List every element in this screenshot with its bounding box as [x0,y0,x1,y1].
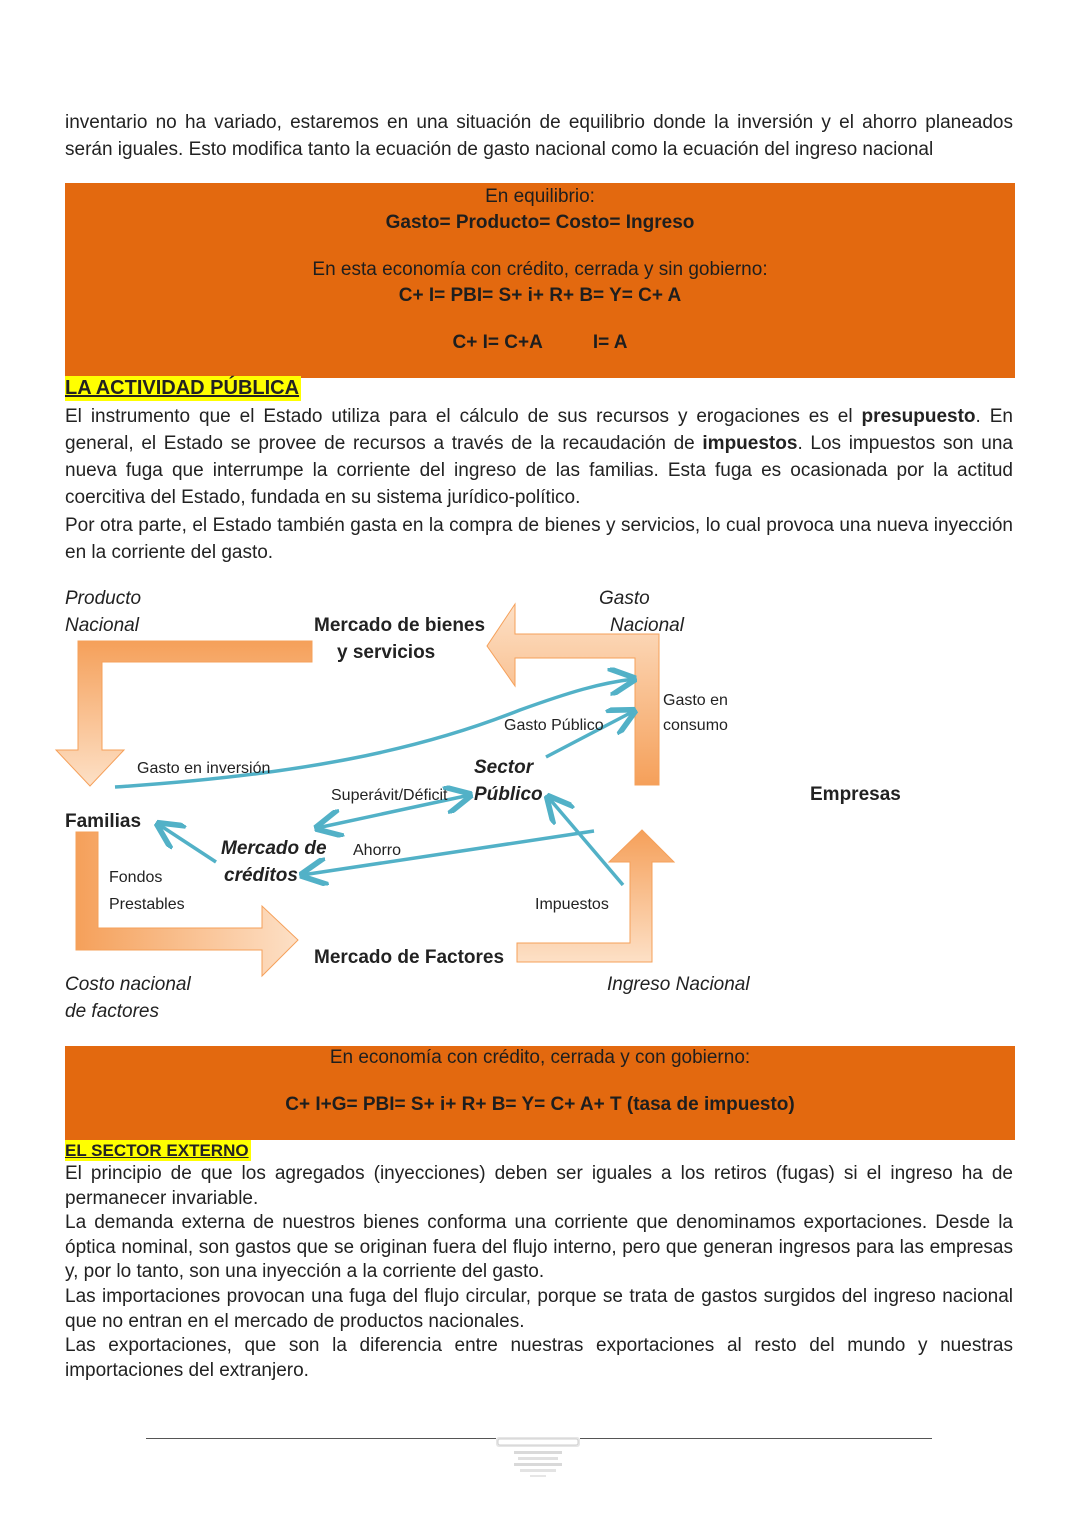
arrow-impuestos [548,797,623,885]
label-prestables: Prestables [109,896,185,913]
label-mercado-bienes: Mercado de bienes [314,615,486,636]
label-gasto: Gasto [599,588,650,609]
arrow-ahorro [302,831,594,875]
label-superavit-deficit: Superávit/Déficit [331,787,448,804]
label-familias: Familias [65,811,142,832]
box1-line3: En esta economía con crédito, cerrada y sin gobierno: [312,259,768,280]
keyword-presupuesto: presupuesto [861,406,976,427]
footer-divider-right [580,1438,932,1439]
box1-line5b: I= A [592,332,628,353]
footer-logo-icon [496,1434,580,1480]
intro-paragraph: inventario no ha variado, estaremos en una situación de equilibrio donde la inversión y el ahorro planeados serán iguales. Esto modifica tanto la ecuación de gasto nacional como la ecuación del ingreso nacional [65,112,1013,160]
sector-externo-paragraph-2: La demanda externa de nuestros bienes conforma una corriente que denominamos exportaciones. Desde la óptica nominal, son gastos que se originan fuera del flujo interno, pero que generan ingresos para las empresas y, por lo tanto, son una inyección a la corriente del gasto. [65,1212,1013,1282]
box2-line1: En economía con crédito, cerrada y con gobierno: [329,1047,751,1068]
label-ingreso-nacional: Ingreso Nacional [607,974,750,995]
label-mercado-factores: Mercado de Factores [314,947,505,968]
sector-externo-paragraph-3: Las importaciones provocan una fuga del flujo circular, porque se trata de gastos surgidos del ingreso nacional que no entran en el mercado de productos nacionales. [65,1286,1013,1332]
section-heading-actividad-publica: LA ACTIVIDAD PÚBLICA [65,377,300,399]
section-heading-sector-externo: EL SECTOR EXTERNO [65,1141,249,1160]
keyword-impuestos: impuestos [702,433,798,454]
label-publico: Público [474,784,543,805]
government-economy-box [65,1046,1015,1140]
label-empresas: Empresas [810,784,901,805]
box1-line1: En equilibrio: [485,186,595,207]
actividad-publica-paragraph-1: El instrumento que el Estado utiliza para el cálculo de sus recursos y erogaciones es el presupuesto. En general, el Estado se provee de recursos a través de la recaudación de impuestos. Los impuestos son una nueva fuga que interrumpe la corriente del ingreso de las familias. Esta fuga es ocasionada por la actitud coercitiva del Estado, fundada en su sistema jurídico-político. [65,406,1013,508]
actividad-publica-paragraph-2: Por otra parte, el Estado también gasta en la compra de bienes y servicios, lo cual provoca una nueva inyección en la corriente del gasto. [65,515,1013,563]
label-gasto-inversion: Gasto en inversión [137,760,271,777]
label-sector: Sector [474,757,534,778]
sector-externo-paragraph-4: Las exportaciones, que son la diferencia entre nuestras exportaciones al resto del mundo y nuestras importaciones del extranjero. [65,1335,1013,1381]
label-impuestos: Impuestos [535,896,609,913]
label-de-factores: de factores [65,1001,159,1022]
label-ahorro: Ahorro [353,842,402,859]
footer-divider-left [146,1438,496,1439]
label-gasto-en: Gasto en [663,692,728,709]
box1-line5a: C+ I= C+A [452,332,543,353]
label-costo-nacional: Costo nacional [65,974,191,995]
box1-line2: Gasto= Producto= Costo= Ingreso [385,212,695,233]
box2-line2: C+ I+G= PBI= S+ i+ R+ B= Y= C+ A+ T (tasa de impuesto) [285,1094,795,1115]
arrow-fondos-prestables [158,824,216,862]
label-consumo: consumo [663,717,728,734]
label-producto-nacional: Nacional [65,615,139,636]
label-y-servicios: y servicios [337,642,436,663]
sector-externo-paragraph-1: El principio de que los agregados (inyecciones) deben ser iguales a los retiros (fugas) si el ingreso ha de permanecer invariable. [65,1163,1013,1209]
label-creditos: créditos [224,865,298,886]
label-fondos: Fondos [109,869,163,886]
box1-line4: C+ I= PBI= S+ i+ R+ B= Y= C+ A [398,285,682,306]
label-mercado-de: Mercado de [221,838,327,859]
label-producto: Producto [65,588,142,609]
label-gasto-nacional: Nacional [610,615,684,636]
label-gasto-publico: Gasto Público [504,717,604,734]
